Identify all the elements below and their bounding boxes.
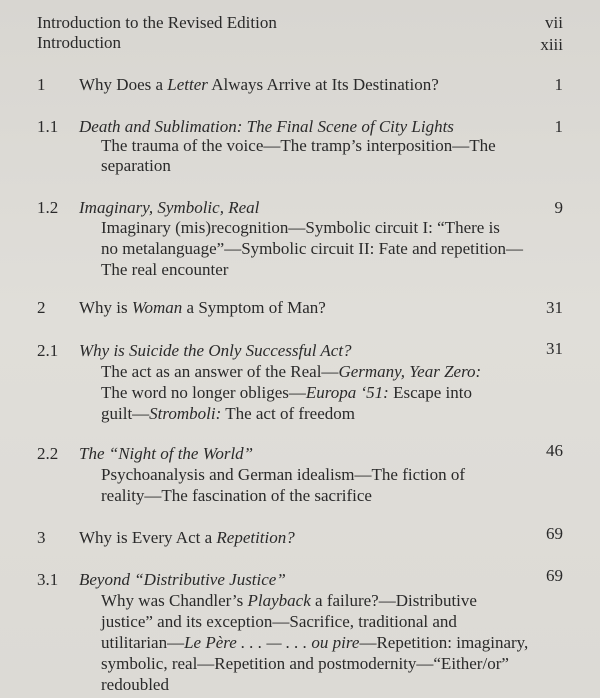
toc-entry-intro-title: Introduction [37,33,122,52]
section-3-1-desc-line: symbolic, real—Repetition and postmodernity—“Either/or” [101,654,509,673]
section-3-1-desc-line: justice” and its exception—Sacrifice, traditional and [101,612,457,631]
section-1-1-desc-line: The trauma of the voice—The tramp’s interposition—The [101,136,496,155]
section-1-2-page: 9 [554,198,563,217]
toc-entry-revised-intro-page: vii [545,13,563,32]
section-1-1-number: 1.1 [37,117,59,136]
chapter-3-number: 3 [37,528,46,547]
section-1-2-number: 1.2 [37,198,59,217]
section-2-2-desc-line: Psychoanalysis and German idealism—The fiction of [101,465,465,484]
section-1-1-page: 1 [554,117,563,136]
section-2-2-desc-line: reality—The fascination of the sacrifice [101,486,372,505]
section-1-1-title: Death and Sublimation: The Final Scene of City Lights [79,117,454,136]
section-2-2-page: 46 [546,441,563,460]
chapter-1-title: Why Does a Letter Always Arrive at Its Destination? [79,75,439,94]
section-3-1-number: 3.1 [37,570,59,589]
chapter-1-number: 1 [37,75,46,94]
section-2-1-desc-line: The word no longer obliges—Europa ‘51: Escape into [101,383,472,402]
section-1-2-title: Imaginary, Symbolic, Real [79,198,260,217]
section-2-1-desc-line: The act as an answer of the Real—Germany, Year Zero: [101,362,482,381]
section-1-2-desc-line: no metalanguage”—Symbolic circuit II: Fate and repetition— [101,239,524,258]
chapter-2-number: 2 [37,298,46,317]
section-3-1-title: Beyond “Distributive Justice” [79,570,286,589]
chapter-3-title: Why is Every Act a Repetition? [79,528,295,547]
section-1-1-desc-line: separation [101,156,171,175]
section-3-1-desc-line: redoubled [101,675,169,694]
section-3-1-desc-line: Why was Chandler’s Playback a failure?—Distributive [101,591,477,610]
section-2-1-number: 2.1 [37,341,59,360]
toc-entry-revised-intro-title: Introduction to the Revised Edition [37,13,277,32]
toc-entry-intro-page: xiii [540,35,563,54]
chapter-1-page: 1 [554,75,563,94]
section-2-2-number: 2.2 [37,444,59,463]
section-1-2-desc-line: The real encounter [101,260,229,279]
chapter-3-page: 69 [546,524,563,543]
section-2-1-page: 31 [546,339,563,358]
section-3-1-page: 69 [546,566,563,585]
chapter-2-page: 31 [546,298,563,317]
section-1-2-desc-line: Imaginary (mis)recognition—Symbolic circuit I: “There is [101,218,500,237]
section-3-1-desc-line: utilitarian—Le Père . . . — . . . ou pire—Repetition: imaginary, [101,633,529,652]
section-2-1-desc-line: guilt—Stromboli: The act of freedom [101,404,355,423]
section-2-2-title: The “Night of the World” [79,444,254,463]
chapter-2-title: Why is Woman a Symptom of Man? [79,298,326,317]
section-2-1-title: Why is Suicide the Only Successful Act? [79,341,352,360]
